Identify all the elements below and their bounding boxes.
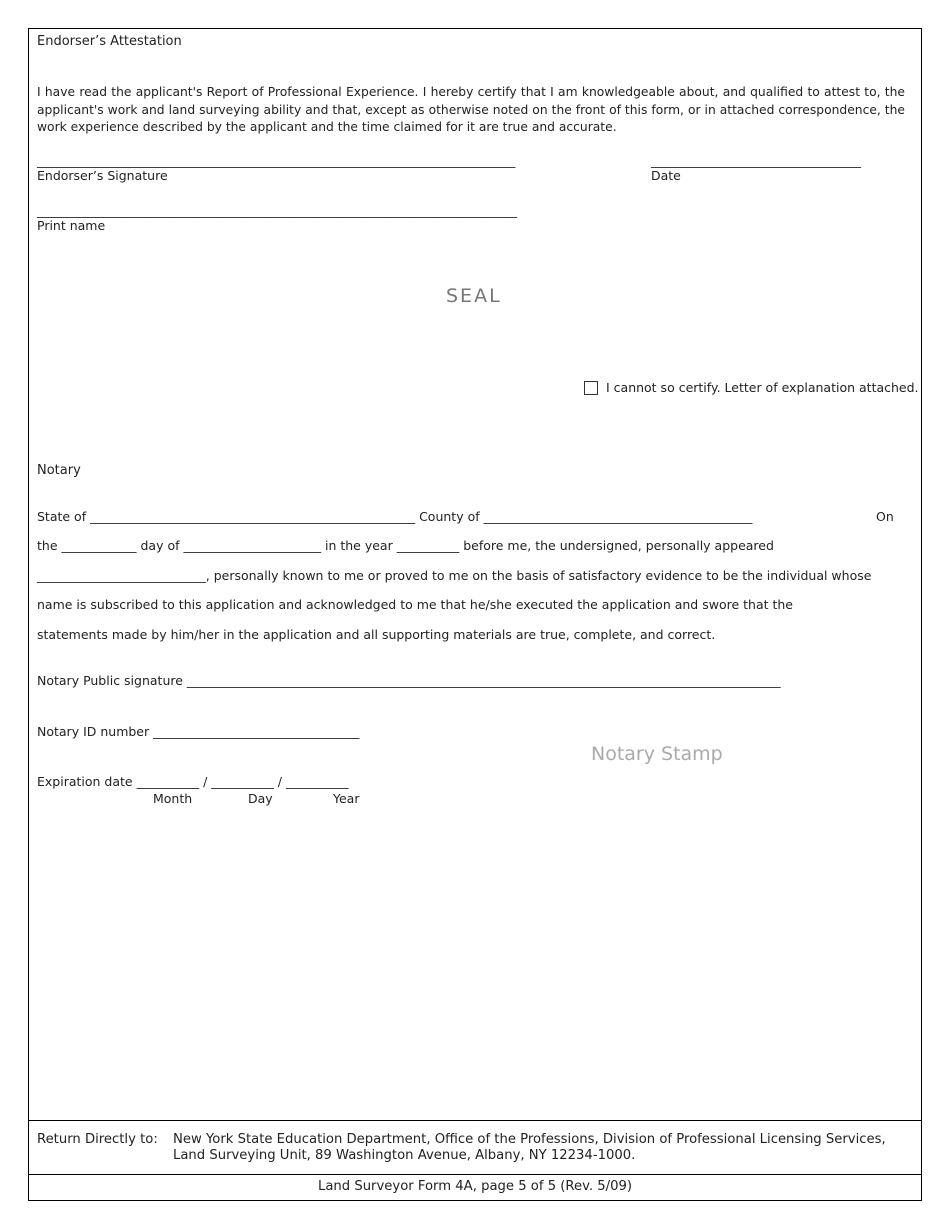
notary-signature-row	[37, 673, 781, 688]
notary-stamp-label: Notary Stamp	[591, 743, 723, 765]
date-label: Date	[651, 168, 681, 183]
in-the-year-label: in the year	[324, 538, 393, 553]
year-field[interactable]: __________	[396, 538, 460, 553]
return-divider	[28, 1120, 922, 1121]
print-name-field[interactable]: ________________________________________________________________________________	[37, 204, 517, 218]
notary-signature-label: Notary Public signature	[37, 673, 183, 688]
cannot-certify-checkbox[interactable]	[584, 381, 598, 395]
statements-text: statements made by him/her in the application and all supporting materials are true, complete, and correct.	[37, 627, 716, 642]
expiration-row	[37, 774, 348, 789]
expiration-day-field[interactable]: __________	[211, 774, 274, 789]
notary-id-row	[37, 724, 359, 739]
expiration-month-field[interactable]: __________	[136, 774, 200, 789]
return-address-line-2: Land Surveying Unit, 89 Washington Avenue, Albany, NY 12234-1000.	[173, 1148, 636, 1163]
attestation-heading: Endorser’s Attestation	[37, 34, 182, 49]
notary-signature-field[interactable]: _______________________________________________________________________________________________	[186, 673, 781, 688]
known-text: , personally known to me or proved to me on the basis of satisfactory evidence to be the individual whose	[205, 568, 872, 583]
form-footer: Land Surveyor Form 4A, page 5 of 5 (Rev. 5/09)	[317, 1179, 633, 1194]
notary-id-label: Notary ID number	[37, 724, 150, 739]
cannot-certify-label: I cannot so certify. Letter of explanation attached.	[606, 380, 919, 395]
state-field[interactable]: ____________________________________________________	[90, 509, 416, 524]
slash: /	[277, 774, 282, 789]
print-name-label: Print name	[37, 218, 106, 233]
the-label: the	[37, 538, 58, 553]
notary-line-3	[37, 568, 871, 583]
before-me-text: before me, the undersigned, personally appeared	[463, 538, 774, 553]
county-label: County of	[419, 509, 480, 524]
day-of-label: day of	[140, 538, 180, 553]
year-sublabel: Year	[333, 791, 360, 806]
expiration-label: Expiration date	[37, 774, 133, 789]
on-label: On	[876, 509, 894, 524]
slash: /	[203, 774, 208, 789]
day-field[interactable]: ____________	[61, 538, 137, 553]
endorser-signature-label: Endorser’s Signature	[37, 168, 168, 183]
county-field[interactable]: ___________________________________________	[483, 509, 753, 524]
attestation-paragraph: I have read the applicant's Report of Professional Experience. I hereby certify that I am knowledgeable about, and qualified to attest to, the applicant's work and land surveying ability and that, except as otherwise noted on the front of this form, or in attached correspondence, the work experience described by the applicant and the time claimed for it are true and accurate.	[37, 85, 905, 134]
notary-heading: Notary	[37, 463, 81, 478]
appeared-name-field[interactable]: ___________________________	[37, 568, 206, 583]
month-sublabel: Month	[153, 791, 193, 806]
notary-line-2	[37, 538, 774, 553]
month-field[interactable]: ______________________	[183, 538, 321, 553]
endorser-signature-field[interactable]: ________________________________________________________________________________	[37, 154, 516, 168]
subscribed-text: name is subscribed to this application and acknowledged to me that he/she executed the application and swore that the	[37, 597, 793, 612]
notary-id-field[interactable]: _________________________________	[153, 724, 360, 739]
date-field[interactable]: ___________________________________	[651, 154, 861, 168]
return-label: Return Directly to:	[37, 1132, 158, 1147]
notary-line-1	[37, 509, 752, 524]
day-sublabel: Day	[248, 791, 273, 806]
state-label: State of	[37, 509, 87, 524]
seal-label: SEAL	[446, 285, 502, 307]
return-address-line-1: New York State Education Department, Office of the Professions, Division of Professional Licensing Services,	[173, 1132, 886, 1147]
expiration-year-field[interactable]: __________	[285, 774, 349, 789]
